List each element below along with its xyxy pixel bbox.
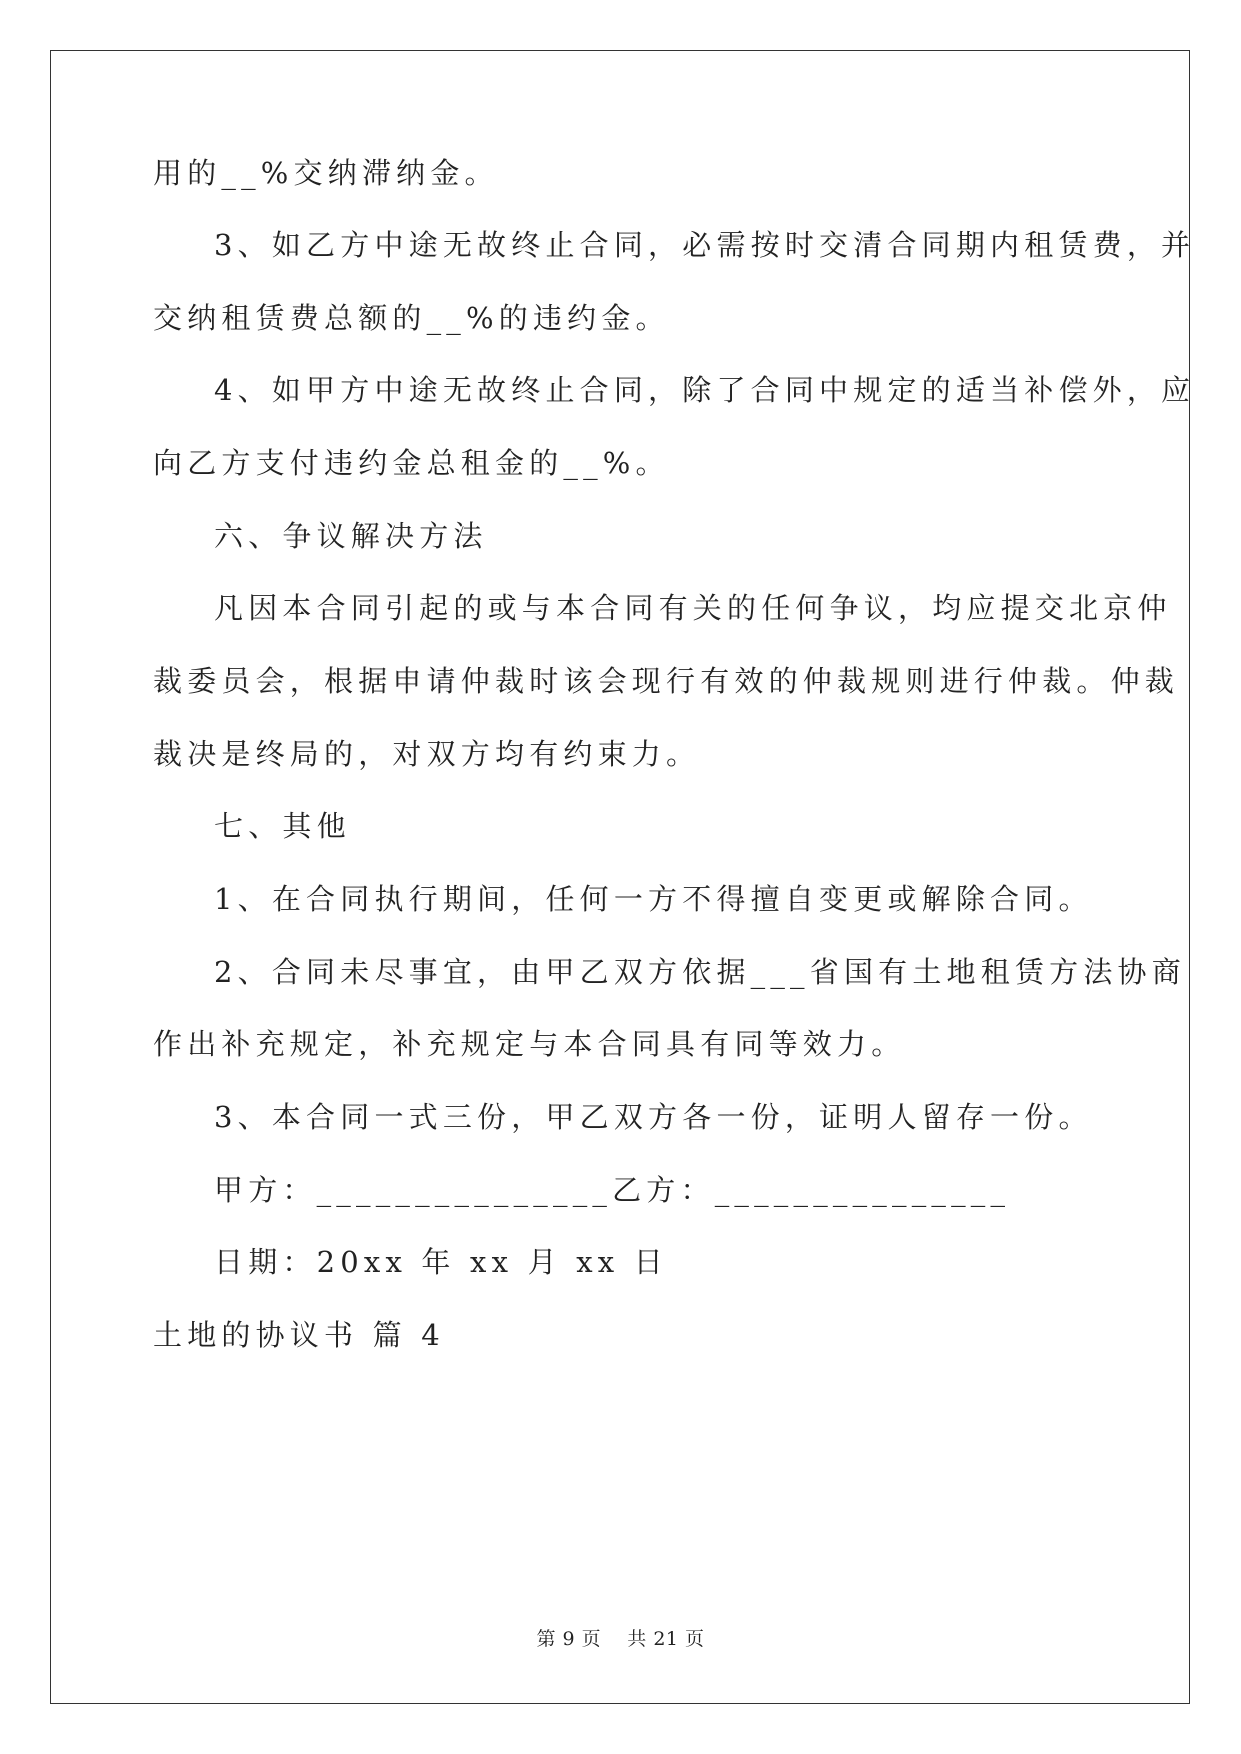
text-line: 2、合同未尽事宜，由甲乙双方依据___省国有土地租赁方法协商: [214, 955, 1186, 989]
document-title: 土地的协议书 篇 4: [153, 1318, 445, 1352]
signature-line: 甲方：_______________乙方：_______________: [214, 1173, 1011, 1207]
page-number: 第 9 页: [536, 1628, 602, 1650]
text-line: 用的__%交纳滞纳金。: [153, 156, 499, 190]
section-heading: 七、其他: [214, 809, 351, 843]
text-line: 4、如甲方中途无故终止合同，除了合同中规定的适当补偿外，应: [214, 373, 1196, 407]
text-line: 裁决是终局的，对双方均有约束力。: [153, 737, 701, 771]
text-line: 3、如乙方中途无故终止合同，必需按时交清合同期内租赁费，并: [214, 228, 1196, 262]
text-line: 凡因本合同引起的或与本合同有关的任何争议，均应提交北京仲: [214, 591, 1172, 625]
text-line: 1、在合同执行期间，任何一方不得擅自变更或解除合同。: [214, 882, 1093, 916]
section-heading: 六、争议解决方法: [214, 519, 488, 553]
text-line: 作出补充规定，补充规定与本合同具有同等效力。: [153, 1027, 906, 1061]
text-line: 交纳租赁费总额的__%的违约金。: [153, 301, 670, 335]
page-footer: [0, 1627, 1241, 1651]
date-line: 日期：20xx 年 xx 月 xx 日: [214, 1245, 668, 1279]
page-total: 共 21 页: [627, 1628, 705, 1650]
text-line: 裁委员会，根据申请仲裁时该会现行有效的仲裁规则进行仲裁。仲裁: [153, 664, 1180, 698]
text-line: 向乙方支付违约金总租金的__%。: [153, 446, 670, 480]
text-line: 3、本合同一式三份，甲乙双方各一份，证明人留存一份。: [214, 1100, 1093, 1134]
